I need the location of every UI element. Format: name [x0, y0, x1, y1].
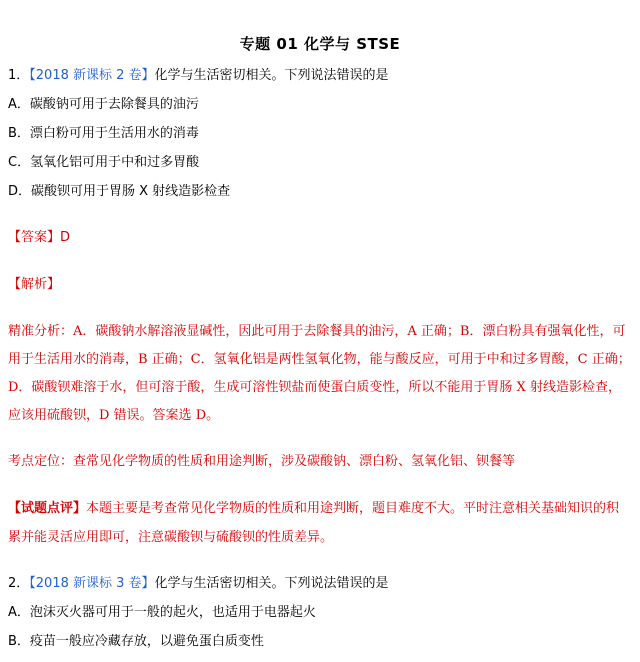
comment-label: 【试题点评】 [8, 501, 87, 516]
knowledge-point: 考点定位：查常见化学物质的性质和用途判断，涉及碳酸钠、漂白粉、氢氧化铝、钡餐等 [8, 454, 516, 469]
comment-text: 本题主要是考查常见化学物质的性质和用途判断，题目难度不大。平时注意相关基础知识的积累并能灵活应用即可，注意碳酸钡与硫酸钡的性质差异。 [8, 501, 620, 545]
answer-label: 【答案】 [8, 230, 61, 245]
question-2-stem [8, 574, 389, 594]
answer-value: D [60, 230, 71, 245]
q1-option-a: A．碳酸钠可用于去除餐具的油污 [8, 97, 199, 112]
answer-line [8, 228, 70, 248]
q2-option-a: A．泡沫灭火器可用于一般的起火，也适用于电器起火 [8, 605, 316, 620]
question-1-text: 化学与生活密切相关。下列说法错误的是 [154, 68, 389, 83]
question-1-stem [8, 66, 389, 86]
analysis-text: 精准分析：A．碳酸钠水解溶液显碱性，因此可用于去除餐具的油污，A 正确；B．漂白粉具有强氧化性，可用于生活用水的消毒，B 正确；C．氢氧化铝是两性氢氧化物，能与酸反应，可用于中和过多胃酸，C 正确；D．碳酸钡难溶于水，但可溶于酸，生成可溶性钡盐而使蛋白质变性，所以不能用于胃肠 X 射线造影检查，应该用硫酸钡，D 错误。答案选 D。 [8, 324, 631, 423]
q1-option-c: C．氢氧化铝可用于中和过多胃酸 [8, 155, 200, 170]
q1-option-d: D．碳酸钡可用于胃肠 X 射线造影检查 [8, 184, 231, 199]
comment-block [8, 494, 632, 552]
q1-option-b: B．漂白粉可用于生活用水的消毒 [8, 126, 199, 141]
page-title: 专题 01 化学与 STSE [239, 35, 401, 53]
question-1-number: 1． [8, 68, 30, 83]
question-1-source: 【2018 新课标 2 卷】 [29, 68, 155, 83]
question-2-text: 化学与生活密切相关。下列说法错误的是 [154, 576, 389, 591]
analysis-label: 【解析】 [8, 277, 61, 292]
question-2-number: 2． [8, 576, 30, 591]
question-2-source: 【2018 新课标 3 卷】 [29, 576, 155, 591]
q2-option-b: B．疫苗一般应冷藏存放，以避免蛋白质变性 [8, 634, 264, 649]
